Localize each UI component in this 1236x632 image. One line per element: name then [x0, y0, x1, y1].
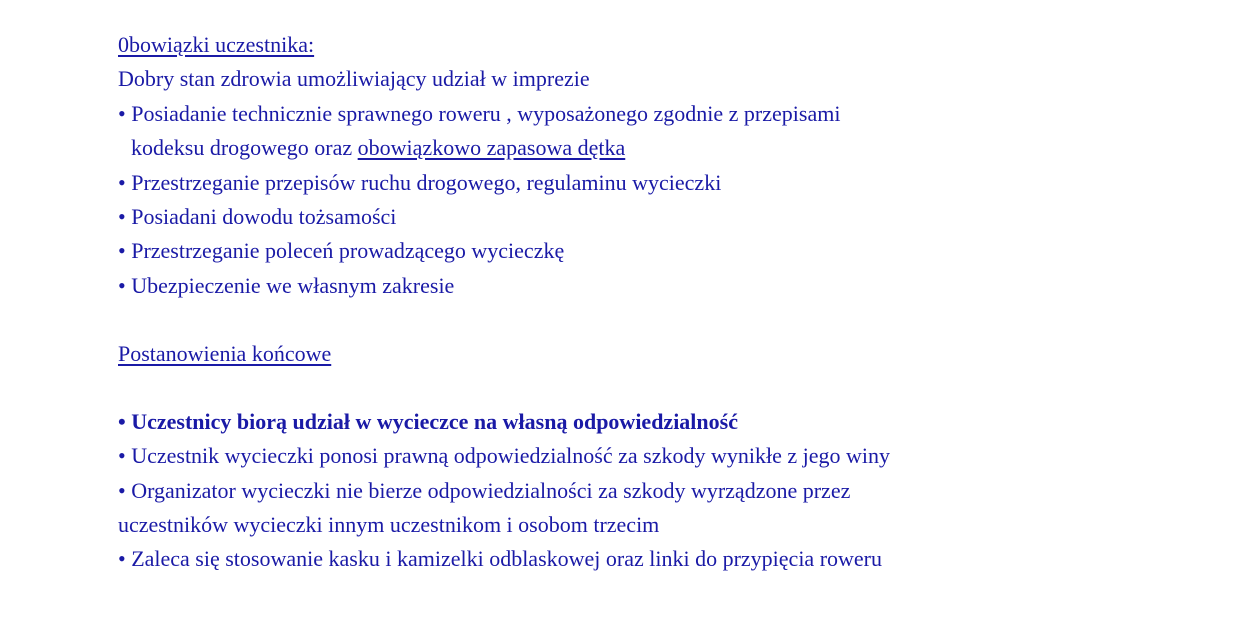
duties-rules-item: • Przestrzeganie przepisów ruchu drogowego, regulaminu wycieczki	[118, 169, 722, 195]
final-recommend-item: • Zaleca się stosowanie kasku i kamizelki odblaskowej oraz linki do przypięcia roweru	[118, 546, 883, 572]
final-own-risk-item: • Uczestnicy biorą udział w wycieczce na własną odpowiedzialność	[118, 408, 738, 434]
duties-bike-line1: • Posiadanie technicznie sprawnego roweru , wyposażonego zgodnie z przepisami	[118, 100, 841, 126]
spacer	[118, 371, 1118, 405]
duties-leader-item: • Przestrzeganie poleceń prowadzącego wycieczkę	[118, 238, 565, 264]
final-heading: Postanowienia końcowe	[118, 341, 332, 367]
duties-id-item: • Posiadani dowodu tożsamości	[118, 203, 397, 229]
duties-intro: Dobry stan zdrowia umożliwiający udział w imprezie	[118, 66, 590, 92]
final-liability-item: • Uczestnik wycieczki ponosi prawną odpowiedzialność za szkody wynikłe z jego winy	[118, 443, 890, 469]
duties-section	[118, 28, 1118, 62]
duties-heading: 0bowiązki uczestnika:	[118, 32, 315, 57]
spacer	[118, 303, 1118, 337]
final-organizer-line1: • Organizator wycieczki nie bierze odpowiedzialności za szkody wyrządzone przez	[118, 477, 851, 503]
final-section	[118, 337, 1118, 371]
duties-bike-line2-prefix: kodeksu drogowego oraz	[131, 135, 358, 161]
duties-bike-line2	[118, 131, 1118, 165]
duties-insurance-item: • Ubezpieczenie we własnym zakresie	[118, 272, 455, 298]
final-organizer-line2: uczestników wycieczki innym uczestnikom i osobom trzecim	[118, 511, 660, 537]
spare-tube-link: obowiązkowo zapasowa dętka	[357, 135, 626, 161]
document-body	[118, 28, 1118, 577]
